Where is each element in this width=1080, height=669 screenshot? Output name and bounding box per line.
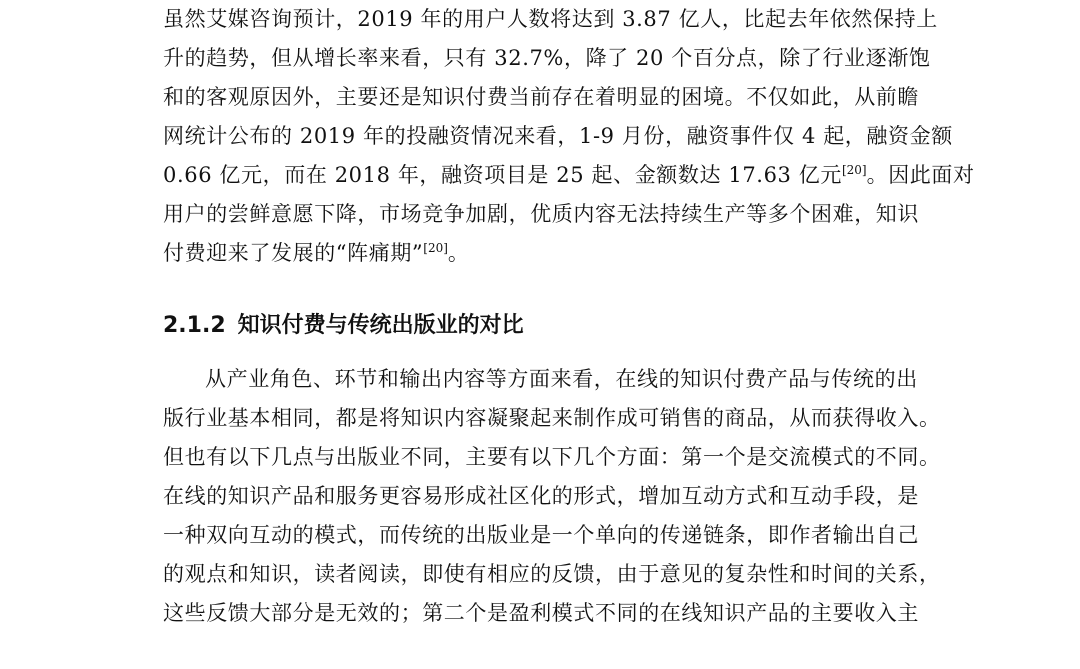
text-segment: 。 [447,241,470,265]
paragraph-comparison [163,360,941,633]
text-line: 的观点和知识，读者阅读，即使有相应的反馈，由于意见的复杂性和时间的关系， [163,562,941,586]
text-line: 升的趋势，但从增长率来看，只有 32.7%，降了 20 个百分点，除了行业逐渐饱 [163,46,931,70]
text-line [163,234,923,273]
text-line: 和的客观原因外，主要还是知识付费当前存在着明显的困境。不仅如此，从前瞻 [163,85,919,109]
text-line: 一种双向互动的模式，而传统的出版业是一个单向的传递链条，即作者输出自己 [163,523,919,547]
citation-marker: [20] [423,241,448,255]
text-line: 用户的尝鲜意愿下降，市场竞争加剧，优质内容无法持续生产等多个困难，知识 [163,202,919,226]
section-title: 知识付费与传统出版业的对比 [237,313,524,338]
text-segment: 付费迎来了发展的“阵痛期” [163,241,424,265]
text-line: 但也有以下几点与出版业不同，主要有以下几个方面：第一个是交流模式的不同。 [163,445,941,469]
text-segment: 0.66 亿元，而在 2018 年，融资项目是 25 起、金额数达 17.63 亿元 [163,163,842,187]
text-line: 版行业基本相同，都是将知识内容凝聚起来制作成可销售的商品，从而获得收入。 [163,406,941,430]
text-segment: 。因此面对 [866,163,975,187]
section-number: 2.1.2 [163,313,226,338]
text-line: 这些反馈大部分是无效的；第二个是盈利模式不同的在线知识产品的主要收入主 [163,601,919,625]
section-heading [163,306,524,346]
text-line: 从产业角色、环节和输出内容等方面来看，在线的知识付费产品与传统的出 [205,367,918,391]
paragraph-market-status [163,0,975,273]
text-line: 网统计公布的 2019 年的投融资情况来看，1-9 月份，融资事件仅 4 起，融资金额 [163,124,953,148]
text-line: 在线的知识产品和服务更容易形成社区化的形式，增加互动方式和互动手段，是 [163,484,919,508]
text-line: 虽然艾媒咨询预计，2019 年的用户人数将达到 3.87 亿人，比起去年依然保持上 [163,7,938,31]
text-line [163,156,975,195]
citation-marker: [20] [841,163,867,177]
